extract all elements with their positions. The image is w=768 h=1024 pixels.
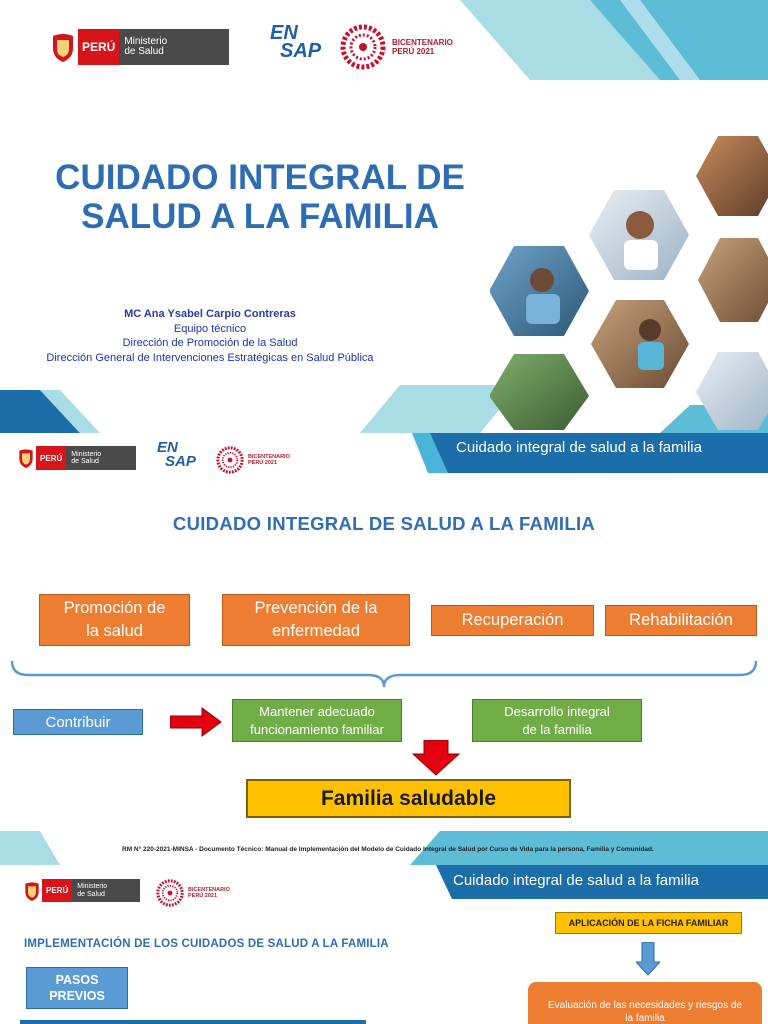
title-line2: SALUD A LA FAMILIA (81, 197, 439, 236)
slide3-heading: IMPLEMENTACIÓN DE LOS CUIDADOS DE SALUD A LA FAMILIA (24, 938, 389, 950)
bicentenario-text (392, 38, 453, 56)
desarrollo-line1: Desarrollo integral (504, 703, 610, 719)
peru-shield-icon (22, 879, 42, 902)
photo-hex-family (696, 136, 768, 216)
ensap-logo (270, 24, 321, 60)
desarrollo-line2: de la familia (522, 721, 592, 737)
box-ficha-familiar: APLICACIÓN DE LA FICHA FAMILIAR (555, 912, 742, 934)
title-line1: CUIDADO INTEGRAL DE (55, 158, 465, 197)
bicentenario-text (188, 887, 230, 900)
box-recuperacion: Recuperación (431, 605, 594, 636)
ministerio-line2: de Salud (71, 458, 99, 465)
peru-label: PERÚ (42, 879, 72, 902)
section-banner-text: Cuidado integral de salud a la familia (453, 872, 699, 889)
box-desarrollo (472, 699, 642, 742)
bicentenario-line2: PERÚ 2021 (188, 893, 218, 899)
bicentenario-line2: PERÚ 2021 (392, 47, 435, 56)
promocion-line2: la salud (86, 622, 143, 640)
evaluacion-line2: la familia (625, 1013, 665, 1024)
red-arrow-down-icon (412, 740, 460, 776)
bicentenario-line1: BICENTENARIO (248, 453, 290, 460)
bicentenario-line1: BICENTENARIO (188, 886, 230, 893)
minsa-logo (16, 446, 136, 470)
bicentenario-sun-icon (216, 446, 244, 474)
box-prevencion (222, 594, 410, 646)
peru-label: PERÚ (36, 446, 66, 470)
bicentenario-logo (216, 446, 290, 474)
ministerio-line2: de Salud (77, 890, 105, 898)
bicentenario-line1: BICENTENARIO (392, 37, 453, 47)
peru-label: PERÚ (78, 29, 119, 65)
red-arrow-right-icon (170, 707, 222, 737)
mantener-line1: Mantener adecuado (259, 703, 375, 719)
author-direction: Dirección de Promoción de la Salud (122, 337, 298, 349)
author-general-direction: Dirección General de Intervenciones Estratégicas en Salud Pública (46, 351, 374, 364)
slide2-heading: CUIDADO INTEGRAL DE SALUD A LA FAMILIA (172, 513, 596, 534)
author-name: MC Ana Ysabel Carpio Contreras (124, 308, 296, 320)
ensap-line1: EN (157, 439, 178, 456)
box-familia-saludable: Familia saludable (246, 779, 571, 818)
photo-hex-clinic (698, 238, 768, 322)
pasos-line2: PREVIOS (49, 989, 105, 1003)
mantener-line2: funcionamiento familiar (250, 721, 384, 737)
box-promocion (39, 594, 190, 646)
box-rehabilitacion: Rehabilitación (605, 605, 757, 636)
peru-shield-icon (16, 446, 36, 470)
slide-title (0, 0, 768, 433)
ensap-line1: EN (270, 22, 298, 44)
grouping-brace (0, 653, 768, 693)
evaluacion-line1: Evaluación de las necesidades y riesgos de (547, 1000, 742, 1011)
photo-hex-pregnant (696, 352, 768, 430)
promocion-line1: Promoción de (63, 599, 166, 617)
slide1-title (20, 158, 500, 236)
ministerio-line1: Ministerio (71, 450, 102, 458)
box-mantener (232, 699, 402, 742)
ministerio-label (66, 446, 136, 470)
table-header-bar (20, 1020, 366, 1024)
ministerio-label (119, 29, 229, 65)
blue-arrow-down-icon (636, 942, 660, 976)
ensap-logo (157, 441, 196, 468)
section-banner-text: Cuidado integral de salud a la familia (456, 439, 702, 456)
ministerio-line1: Ministerio (77, 883, 108, 891)
bicentenario-text (248, 454, 290, 467)
decorative-top-shapes (440, 0, 768, 80)
ensap-line2: SAP (165, 452, 196, 470)
ministerio-line1: Ministerio (124, 35, 168, 47)
prevencion-line1: Prevención de la (254, 599, 378, 617)
bicentenario-sun-icon (340, 24, 386, 70)
bicentenario-line2: PERÚ 2021 (248, 460, 278, 466)
prevencion-line2: enfermedad (271, 622, 361, 640)
minsa-logo (22, 879, 140, 902)
bicentenario-logo (340, 24, 453, 70)
slide-model (0, 433, 768, 865)
bicentenario-logo (156, 879, 230, 907)
bicentenario-sun-icon (156, 879, 184, 907)
ensap-line2: SAP (280, 40, 322, 62)
ministerio-label (72, 879, 140, 902)
box-contribuir: Contribuir (13, 709, 143, 735)
hexagon-photo-collage (490, 130, 768, 430)
pasos-line1: PASOS (55, 973, 99, 987)
ministerio-line2: de Salud (124, 46, 164, 57)
author-block (20, 307, 400, 365)
author-team: Equipo técnico (173, 322, 247, 335)
box-pasos-previos (26, 967, 128, 1009)
peru-shield-icon (48, 29, 78, 65)
slide-implementation (0, 865, 768, 1024)
photo-hex-community (490, 354, 589, 430)
minsa-logo (48, 29, 229, 65)
reference-footnote: RM N° 220-2021-MINSA - Documento Técnico: Manual de Implementación del Modelo de Cuidado Integral de Salud por Curso de Vida para la persona, Familia y Comunidad. (122, 846, 654, 853)
box-evaluacion (528, 982, 762, 1024)
